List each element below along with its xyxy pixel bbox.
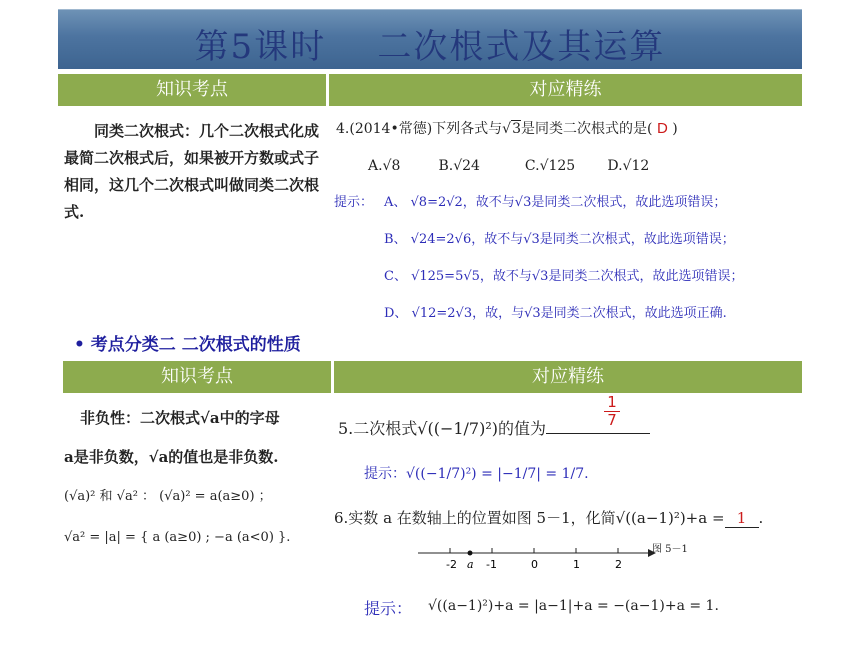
q6-hint: √((a−1)²)+a = |a−1|+a = −(a−1)+a = 1. <box>428 598 719 614</box>
table2-header-left: 知识考点 <box>63 361 331 393</box>
q4-radicand: 3 <box>512 121 522 137</box>
option-b: B.√24 <box>438 158 480 174</box>
page-title: 第5课时 二次根式及其运算 <box>194 27 666 67</box>
q4-prefix: 4.(2014•常德)下列各式与 <box>336 121 503 137</box>
number-line-figure <box>416 540 656 574</box>
q6-answer: 1 <box>725 509 759 528</box>
table1-header-right: 对应精练 <box>329 74 802 106</box>
option-c: C.√125 <box>524 158 576 174</box>
q5-text: 5.二次根式√((−1/7)²)的值为 <box>338 419 547 438</box>
q4-options <box>368 158 788 174</box>
concept-text: 同类二次根式：几个二次根式化成最简二次根式后，如果被开方数或式子相同，这几个二次根式叫做同类二次根式. <box>64 122 320 221</box>
hint-label: 提示： <box>334 195 374 210</box>
axis-label: 2 <box>615 558 622 571</box>
q6-text: 6.实数 a 在数轴上的位置如图 5－1，化简√((a−1)²)+a = <box>334 509 725 527</box>
question-4 <box>336 118 806 138</box>
figure-caption: 图 5－1 <box>652 544 688 555</box>
q6-period: . <box>758 509 764 527</box>
concept2-line2: a是非负数，√a的值也是非负数. <box>64 448 279 466</box>
axis-label: -1 <box>486 558 497 571</box>
concept2-line1: 非负性：二次根式√a中的字母 <box>80 409 280 427</box>
q5-hint: 提示：√((−1/7)²) = |−1/7| = 1/7. <box>364 466 589 482</box>
table2-header-right: 对应精练 <box>334 361 802 393</box>
table1-header-left: 知识考点 <box>58 74 326 106</box>
option-a: A.√8 <box>368 158 401 174</box>
concept2-line4: √a² = |a| = { a (a≥0) ; −a (a<0) }. <box>64 530 291 545</box>
axis-label: a <box>467 558 474 571</box>
section2-title <box>74 330 301 355</box>
section2-label: 考点分类二 二次根式的性质 <box>90 335 301 355</box>
concept2-line3: (√a)² 和 √a² ： (√a)² = a(a≥0) ； <box>64 489 272 504</box>
q4-suffix: 是同类二次根式的是( <box>521 121 653 137</box>
point-a-dot <box>468 551 473 556</box>
title-banner <box>58 9 802 69</box>
sqrt-icon: √ <box>502 121 512 137</box>
q5-answer-denominator: 7 <box>604 411 620 428</box>
q5-answer-blank <box>546 417 650 434</box>
hint-b: B、 √24=2√6，故不与√3是同类二次根式，故此选项错误； <box>384 232 735 247</box>
q4-close: ) <box>672 121 678 137</box>
option-d: D.√12 <box>607 158 650 174</box>
hint-c: C、 √125=5√5，故不与√3是同类二次根式，故此选项错误； <box>384 269 744 284</box>
q5-answer <box>604 394 620 428</box>
axis-label: -2 <box>446 558 457 571</box>
bullet-icon: • <box>74 335 91 355</box>
q6-hint-label: 提示： <box>364 599 413 618</box>
axis-label: 1 <box>573 558 580 571</box>
q5-answer-numerator: 1 <box>607 393 617 411</box>
hint-a: A、 √8=2√2，故不与√3是同类二次根式，故此选项错误； <box>384 195 727 210</box>
question-6 <box>334 507 763 528</box>
axis-label: 0 <box>531 558 538 571</box>
hint-d: D、 √12=2√3，故，与√3是同类二次根式，故此选项正确. <box>384 306 727 321</box>
q4-answer: D <box>656 120 668 137</box>
